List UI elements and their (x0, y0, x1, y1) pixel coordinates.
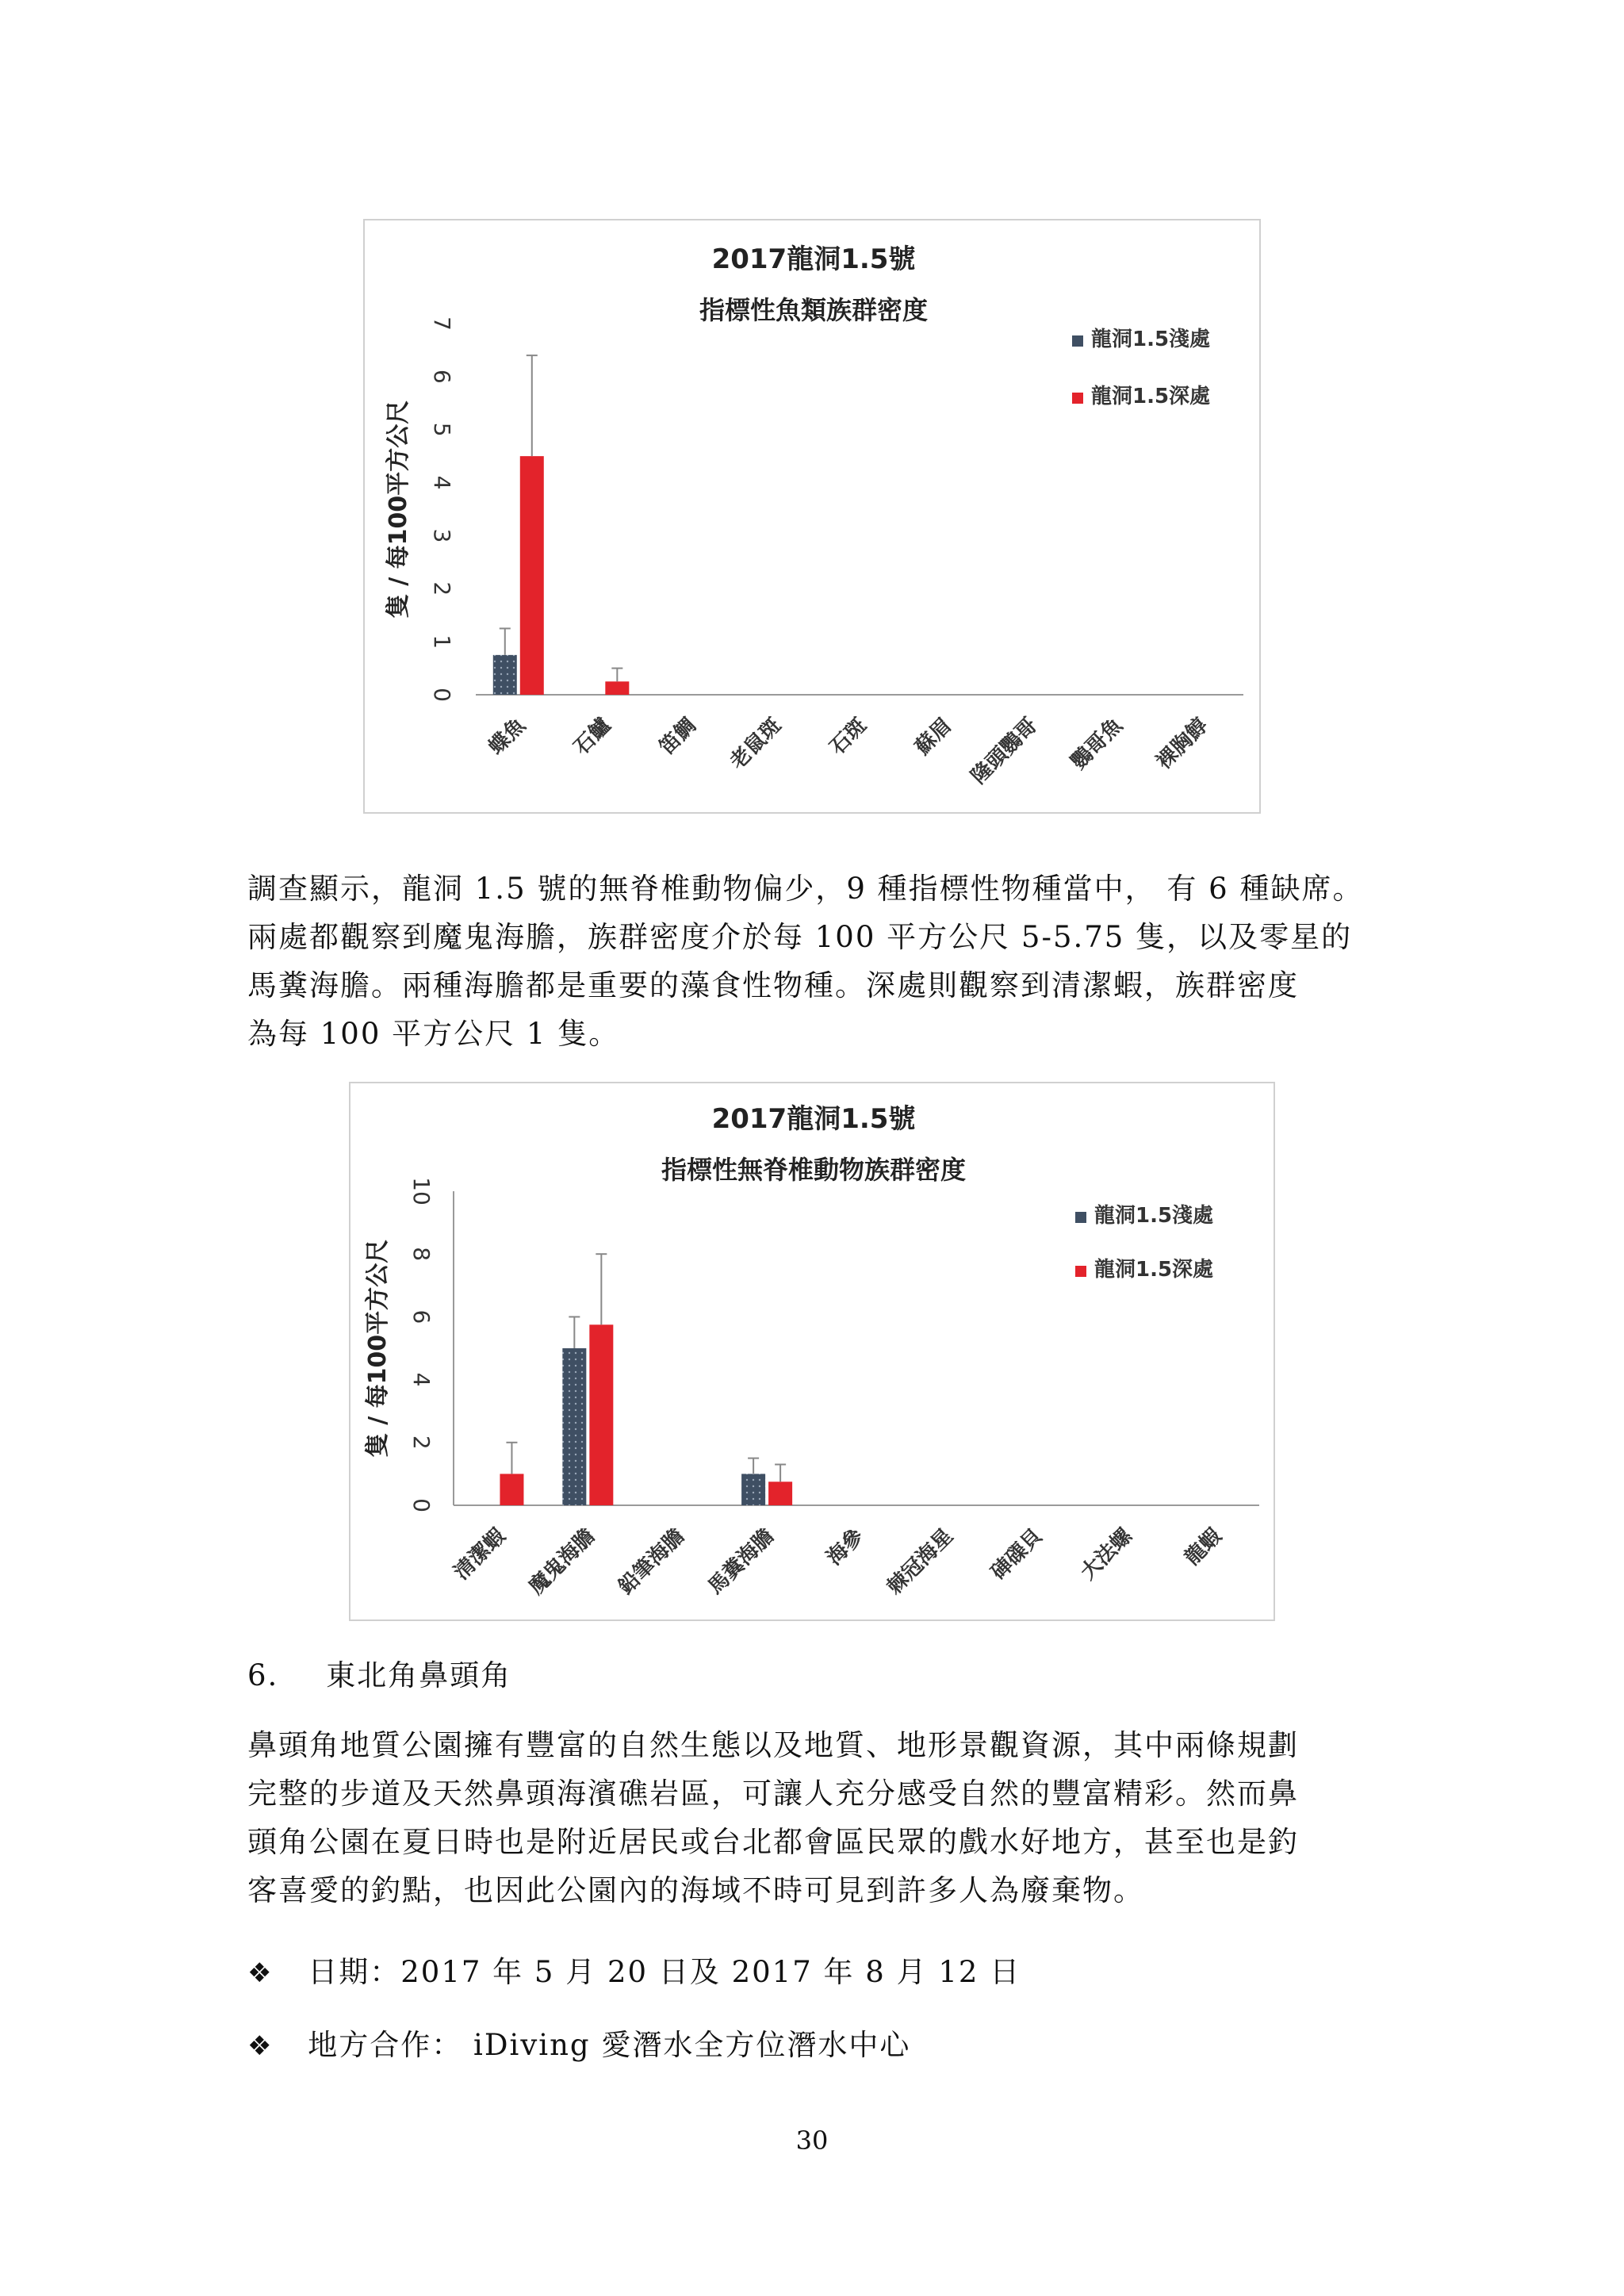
x-category-label: 棘冠海星 (883, 1524, 958, 1600)
bar (605, 681, 629, 695)
y-tick-label: 5 (429, 422, 455, 437)
paragraph-line: 馬糞海膽。兩種海膽都是重要的藻食性物種。深處則觀察到清潔蝦，族群密度 (247, 968, 1299, 1002)
bar (493, 655, 517, 695)
paragraph-line: 調查顯示，龍洞 1.5 號的無脊椎動物偏少，9 種指標性物種當中， 有 6 種缺席。 (247, 872, 1364, 906)
paragraph-line: 鼻頭角地質公園擁有豐富的自然生態以及地質、地形景觀資源，其中兩條規劃 (247, 1728, 1299, 1762)
legend-swatch (1075, 1266, 1086, 1277)
y-tick-label: 10 (408, 1177, 435, 1205)
x-category-label: 硨磲貝 (986, 1524, 1048, 1585)
bullet-date (247, 1948, 1021, 1991)
fish-density-chart-svg (365, 220, 1262, 815)
x-category-label: 笛鯛 (654, 713, 701, 760)
chart-title: 2017龍洞1.5號 (711, 1103, 916, 1135)
section-heading (247, 1651, 511, 1694)
legend-swatch (1075, 1212, 1086, 1223)
x-category-label: 清潔蝦 (450, 1524, 511, 1585)
invertebrate-density-chart-svg (350, 1083, 1277, 1623)
y-tick-label: 1 (429, 634, 455, 650)
x-category-label: 大法螺 (1076, 1524, 1137, 1585)
legend-label: 龍洞1.5深處 (1094, 1258, 1214, 1282)
paragraph-line: 客喜愛的釣點，也因此公園內的海域不時可見到許多人為廢棄物。 (247, 1873, 1144, 1907)
y-axis-label: 隻 / 每100平方公尺 (364, 1239, 392, 1458)
x-category-label: 馬糞海膽 (703, 1524, 779, 1600)
diamond-bullet-icon: ❖ (247, 1957, 274, 1989)
paragraph-bitou-cape (247, 1721, 1389, 1915)
diamond-bullet-icon: ❖ (247, 2030, 274, 2062)
page-number: 30 (795, 2125, 829, 2156)
y-tick-label: 6 (429, 369, 455, 384)
chart-subtitle: 指標性魚類族群密度 (699, 295, 929, 325)
x-category-label: 老鼠斑 (726, 713, 787, 775)
x-category-label: 魔鬼海膽 (524, 1524, 600, 1600)
paragraph-invertebrate-summary (247, 864, 1389, 1058)
bullet-text: 日期：2017 年 5 月 20 日及 2017 年 8 月 12 日 (308, 1955, 1021, 1989)
y-tick-label: 4 (429, 475, 455, 490)
y-tick-label: 7 (429, 316, 455, 331)
x-category-label: 裸胸鯙 (1151, 713, 1213, 775)
y-tick-label: 0 (408, 1498, 435, 1512)
x-category-label: 鸚哥魚 (1067, 713, 1128, 775)
y-tick-label: 0 (429, 688, 455, 702)
bar (562, 1348, 586, 1505)
y-tick-label: 8 (408, 1247, 435, 1262)
paragraph-line: 完整的步道及天然鼻頭海濱礁岩區，可讓人充分感受自然的豐富精彩。然而鼻 (247, 1777, 1299, 1811)
section-title: 東北角鼻頭角 (326, 1658, 512, 1692)
x-category-label: 石斑 (825, 713, 871, 760)
y-axis-label: 隻 / 每100平方公尺 (385, 400, 412, 619)
legend-swatch (1072, 335, 1083, 347)
bar (741, 1474, 765, 1505)
y-tick-label: 6 (408, 1309, 435, 1324)
paragraph-line: 為每 100 平方公尺 1 隻。 (247, 1017, 620, 1051)
bar (589, 1324, 613, 1505)
y-tick-label: 3 (429, 528, 455, 543)
y-tick-label: 2 (429, 581, 455, 596)
legend-swatch (1072, 393, 1083, 404)
fish-density-chart (363, 219, 1261, 814)
legend-label: 龍洞1.5深處 (1091, 385, 1211, 408)
x-category-label: 龍蝦 (1180, 1524, 1227, 1570)
x-category-label: 鉛筆海膽 (614, 1524, 690, 1600)
x-category-label: 蘇眉 (910, 713, 957, 760)
paragraph-line: 頭角公園在夏日時也是附近居民或台北都會區民眾的戲水好地方，甚至也是釣 (247, 1825, 1299, 1859)
legend-label: 龍洞1.5淺處 (1091, 328, 1211, 351)
bullet-partner (247, 2021, 910, 2064)
chart-title: 2017龍洞1.5號 (711, 243, 916, 275)
legend-label: 龍洞1.5淺處 (1094, 1204, 1214, 1228)
y-tick-label: 4 (408, 1372, 435, 1387)
x-category-label: 石鱸 (569, 713, 616, 760)
paragraph-line: 兩處都觀察到魔鬼海膽，族群密度介於每 100 平方公尺 5-5.75 隻，以及零星的 (247, 920, 1353, 954)
bar (500, 1474, 523, 1505)
invertebrate-density-chart (349, 1082, 1275, 1621)
bar (768, 1481, 792, 1505)
section-number: 6. (247, 1658, 279, 1692)
chart-subtitle: 指標性無脊椎動物族群密度 (661, 1155, 967, 1185)
bar (520, 456, 544, 695)
x-category-label: 隆頭鸚哥 (967, 713, 1043, 789)
x-category-label: 海參 (822, 1524, 868, 1570)
bullet-text: 地方合作： iDiving 愛潛水全方位潛水中心 (308, 2028, 911, 2062)
y-tick-label: 2 (408, 1435, 435, 1450)
x-category-label: 蝶魚 (484, 713, 530, 760)
